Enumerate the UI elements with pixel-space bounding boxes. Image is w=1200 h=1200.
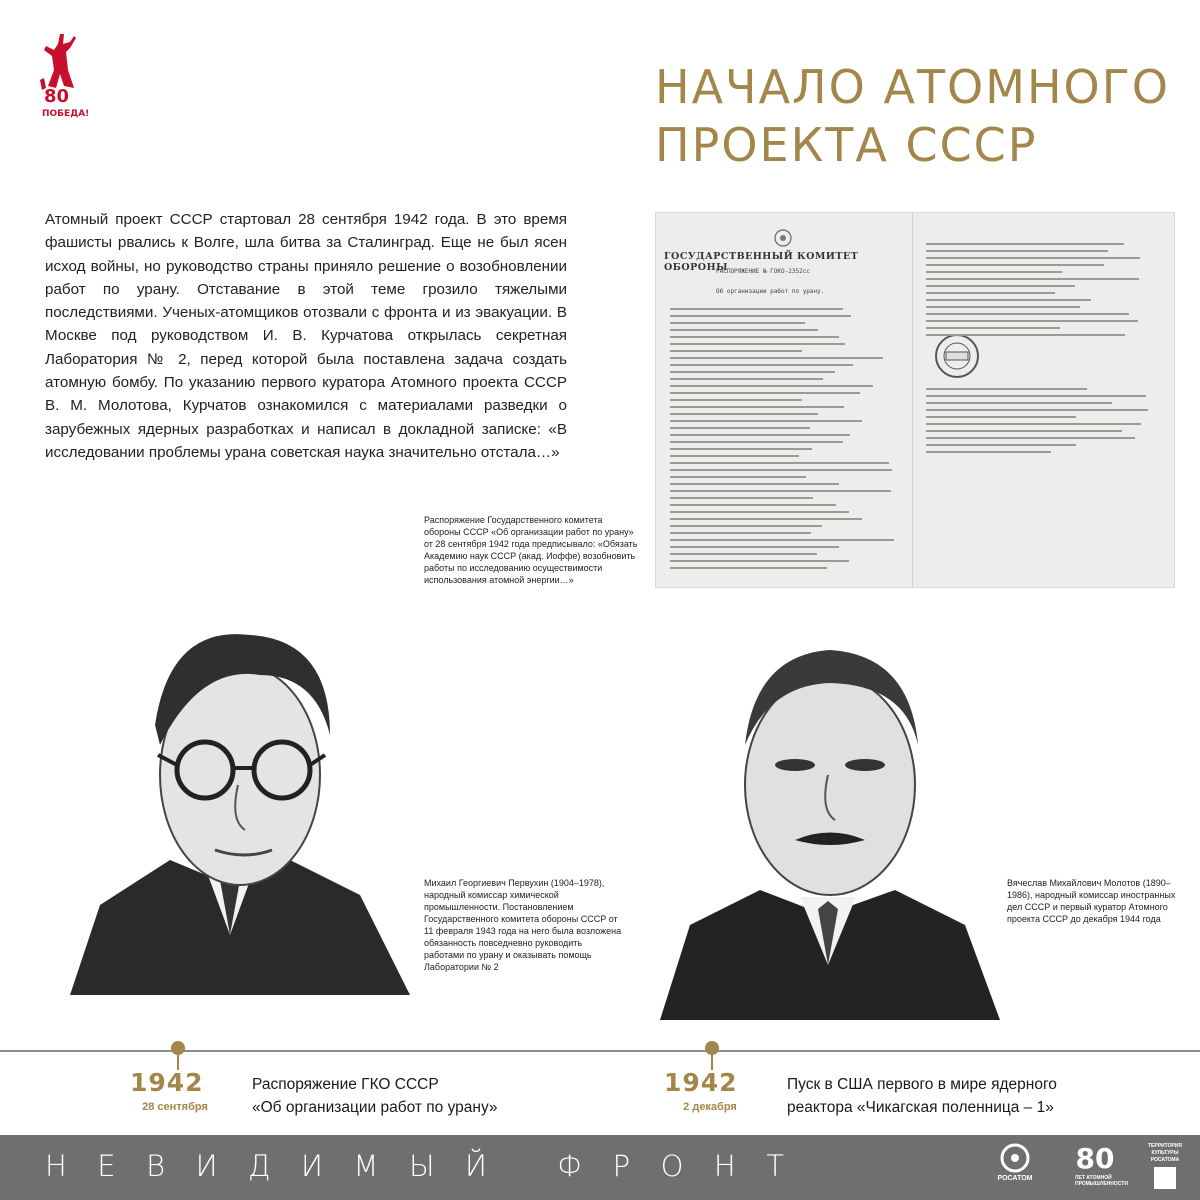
footer-bar <box>0 1135 1200 1200</box>
document-text-line <box>670 448 812 450</box>
document-text-line <box>926 444 1076 446</box>
document-text-line <box>670 343 845 345</box>
document-text-line <box>670 511 849 513</box>
event-year: 1942 <box>130 1068 204 1097</box>
document-text-line <box>670 490 891 492</box>
document-text-line <box>670 406 844 408</box>
document-text-line <box>926 313 1129 315</box>
document-text-line <box>926 292 1055 294</box>
document-text-line <box>670 483 839 485</box>
svg-text:80: 80 <box>44 86 70 107</box>
event-date: 28 сентября <box>142 1101 208 1113</box>
svg-text:ПОБЕДА!: ПОБЕДА! <box>42 109 90 119</box>
anniversary-logo: 80 ЛЕТ АТОМНОЙ ПРОМЫШЛЕННОСТИ <box>1075 1142 1128 1187</box>
document-text-line <box>670 518 862 520</box>
document-text-line <box>670 525 822 527</box>
culture-territory-logo: ТЕРРИТОРИЯ КУЛЬТУРЫ РОСАТОМА <box>1140 1143 1190 1189</box>
document-text-line <box>926 423 1141 425</box>
title-line-1: НАЧАЛО АТОМНОГО <box>655 60 1170 114</box>
intro-paragraph: Атомный проект СССР стартовал 28 сентября 1942 года. В это время фашисты рвались к Волге, шла битва за Сталинград. Еще не был ясен исход войны, но руководство страны приняло решение о возобновлении работ по урану. Отставание в этой теме грозило тяжелыми последствиями. Ученых-атомщиков отозвали с фронта и из эвакуации. В Москве под руководством И. В. Курчатова открылась секретная Лаборатория № 2, перед которой была поставлена задача создать атомную бомбу. По указанию первого куратора Атомного проекта СССР В. М. Молотова, Курчатов ознакомился с материалами разведки о зарубежных ядерных разработках и написал в докладной записке: «В исследовании проблемы урана советская наука значительно отстала…» <box>45 211 567 461</box>
document-text-line <box>670 532 811 534</box>
event-date: 2 декабря <box>683 1101 737 1113</box>
document-text-line <box>670 455 799 457</box>
footer-title: НЕВИДИМЫЙ ФРОНТ <box>45 1149 815 1183</box>
document-text-line <box>926 264 1104 266</box>
document-text-line <box>670 560 849 562</box>
document-text-line <box>926 299 1091 301</box>
document-text-line <box>670 329 818 331</box>
document-text-line <box>670 539 894 541</box>
document-text-line <box>670 434 850 436</box>
document-text-line <box>670 378 823 380</box>
document-text-line <box>926 395 1146 397</box>
document-text-line <box>926 271 1062 273</box>
document-subject: Об организации работ по урану. <box>716 288 825 295</box>
document-text-line <box>926 327 1060 329</box>
document-text-line <box>670 315 851 317</box>
pervukhin-caption: Михаил Георгиевич Первухин (1904–1978), народный комиссар химической промышленности. Постановлением Государственного комитета обороны СССР от 11 февраля 1943 года на него была возложена обязанность повседневно руководить работами по урану и оказывать помощь Лаборатории № 2 <box>424 878 622 972</box>
archival-document-image <box>655 212 1175 588</box>
document-text-line <box>670 322 805 324</box>
document-text-line <box>670 364 853 366</box>
document-page-2 <box>912 213 1174 587</box>
document-text-line <box>670 350 802 352</box>
document-text-line <box>926 430 1122 432</box>
pervukhin-portrait <box>60 605 420 995</box>
document-text-line <box>926 250 1108 252</box>
title-line-2: ПРОЕКТА СССР <box>655 118 1038 172</box>
document-text-line <box>670 469 892 471</box>
event-year: 1942 <box>664 1068 738 1097</box>
document-text-line <box>670 462 889 464</box>
document-text-line <box>926 451 1051 453</box>
event-description: Распоряжение ГКО СССР «Об организации работ по урану» <box>252 1076 498 1116</box>
document-text-line <box>926 402 1112 404</box>
stamp-icon <box>934 333 980 379</box>
document-text-line <box>670 371 835 373</box>
document-text-line <box>670 413 818 415</box>
document-text-line <box>926 285 1075 287</box>
document-text-line <box>670 392 860 394</box>
document-text-line <box>670 420 862 422</box>
rosatom-logo: РОСАТОМ <box>985 1143 1045 1182</box>
document-order-number: РАСПОРЯЖЕНИЕ № ГОКО-2352сс <box>716 268 810 275</box>
document-text-line <box>670 399 802 401</box>
culture-logo-icon <box>1154 1167 1176 1189</box>
document-text-line <box>670 336 839 338</box>
document-text-line <box>670 497 813 499</box>
document-caption: Распоряжение Государственного комитета обороны СССР «Об организации работ по урану» от 28 сентября 1942 года предписывало: «Обязать Академию наук СССР (акад. Иоффе) возобновить работы по исследованию осуществимости использования атомной энергии…» <box>424 515 638 585</box>
document-text-line <box>926 278 1139 280</box>
document-text-line <box>670 504 836 506</box>
document-text-line <box>926 416 1076 418</box>
document-text-line <box>926 437 1135 439</box>
document-text-line <box>670 553 817 555</box>
document-text-line <box>670 357 883 359</box>
document-text-line <box>670 308 843 310</box>
molotov-portrait <box>660 625 1000 1020</box>
document-text-line <box>670 476 806 478</box>
victory-80-logo <box>30 30 100 125</box>
document-text-line <box>926 409 1148 411</box>
molotov-caption: Вячеслав Михайлович Молотов (1890–1986), народный комиссар иностранных дел СССР и первый куратор Атомного проекта СССР до декабря 1944 года <box>1007 878 1176 924</box>
document-text-line <box>926 306 1080 308</box>
document-heading: ГОСУДАРСТВЕННЫЙ КОМИТЕТ ОБОРОНЫ <box>664 251 859 273</box>
document-text-line <box>670 385 873 387</box>
document-page-1 <box>656 213 913 587</box>
document-text-line <box>926 243 1124 245</box>
document-text-line <box>670 427 810 429</box>
document-text-line <box>670 567 827 569</box>
document-text-line <box>926 388 1087 390</box>
document-text-line <box>670 546 839 548</box>
document-text-line <box>670 441 843 443</box>
page-title <box>655 58 1175 174</box>
rosatom-icon <box>1000 1143 1030 1173</box>
emblem-icon <box>774 229 792 247</box>
document-text-line <box>926 257 1140 259</box>
event-description: Пуск в США первого в мире ядерного реактора «Чикагская поленница – 1» <box>787 1076 1057 1116</box>
document-text-line <box>926 334 1125 336</box>
document-text-line <box>926 320 1138 322</box>
